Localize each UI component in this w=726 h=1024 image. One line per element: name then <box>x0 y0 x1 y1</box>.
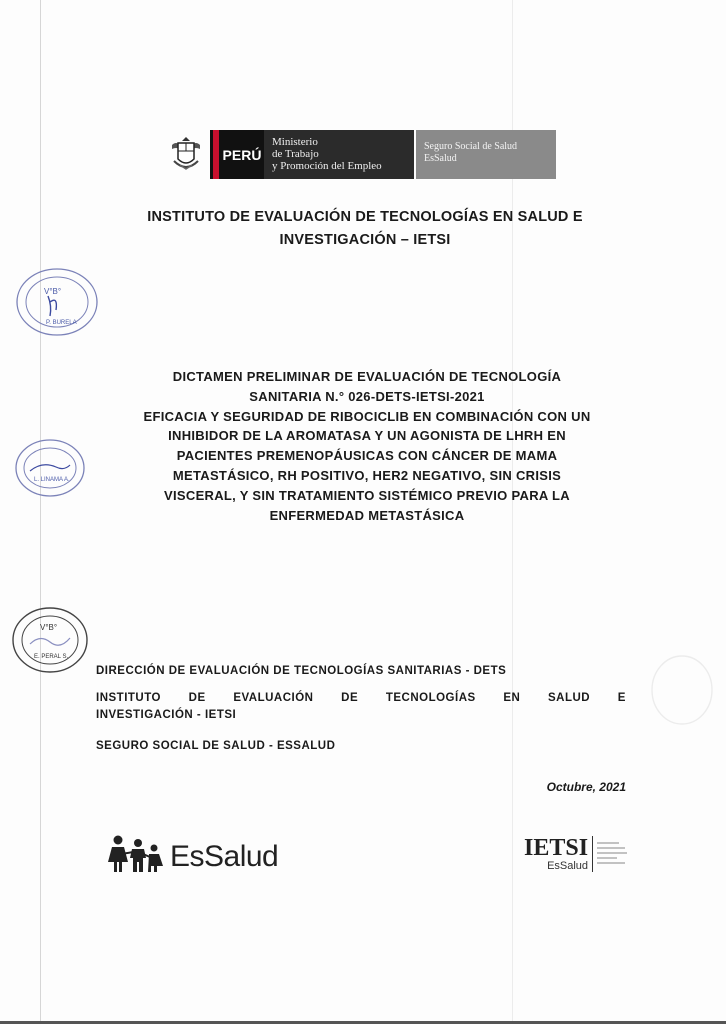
ietsi-logo-sub: EsSalud <box>547 860 589 872</box>
scan-fold-line <box>40 0 41 1024</box>
word: INSTITUTO <box>96 692 161 704</box>
institute-title <box>90 206 640 252</box>
word: TECNOLOGÍAS <box>385 692 476 704</box>
peru-brand-box <box>210 130 264 179</box>
document-date: Octubre, 2021 <box>546 780 626 794</box>
dictamen-title <box>92 367 642 525</box>
essalud-line: Seguro Social de Salud <box>424 141 518 152</box>
approval-stamp <box>14 266 100 343</box>
government-logo-bar <box>166 130 556 179</box>
stamp-text: E. PERAL S. <box>34 654 69 660</box>
dictamen-line: SANITARIA N.° 026-DETS-IETSI-2021 <box>249 388 485 404</box>
stamp-text: V°B° <box>40 623 58 632</box>
dictamen-line: METASTÁSICO, RH POSITIVO, HER2 NEGATIVO, SIN CRISIS <box>172 467 562 483</box>
ietsi-name-line1 <box>96 690 626 707</box>
word: DE <box>188 692 206 704</box>
word: E <box>617 692 626 704</box>
ministry-line: Ministerio <box>272 136 318 148</box>
peru-red-stripe <box>213 130 219 179</box>
dictamen-line: VISCERAL, Y SIN TRATAMIENTO SISTÉMICO PREVIO PARA LA <box>164 487 570 503</box>
essalud-footer-logo <box>108 834 278 879</box>
ietsi-name <box>96 690 626 724</box>
dictamen-line: EFICACIA Y SEGURIDAD DE RIBOCICLIB EN COMBINACIÓN CON UN <box>143 408 591 424</box>
essalud-name: SEGURO SOCIAL DE SALUD - ESSALUD <box>96 740 336 752</box>
dets-name: DIRECCIÓN DE EVALUACIÓN DE TECNOLOGÍAS SANITARIAS - DETS <box>96 665 507 677</box>
approval-stamp <box>12 437 88 504</box>
dictamen-line: ENFERMEDAD METASTÁSICA <box>269 507 465 523</box>
ministry-block <box>264 130 414 179</box>
word: DE <box>341 692 359 704</box>
essalud-block <box>416 130 556 179</box>
essalud-logo-text: EsSalud <box>170 839 279 873</box>
stamp-text: L. LINAMA A. <box>34 477 70 483</box>
word: EN <box>503 692 521 704</box>
faded-stamp <box>644 652 714 733</box>
dictamen-line: DICTAMEN PRELIMINAR DE EVALUACIÓN DE TECNOLOGÍA <box>172 369 562 384</box>
peru-coat-of-arms-icon <box>166 130 206 179</box>
ietsi-logo-word: IETSI <box>524 835 589 861</box>
peru-label: PERÚ <box>222 146 262 163</box>
dictamen-line: INHIBIDOR DE LA AROMATASA Y UN AGONISTA DE LHRH EN <box>168 428 566 444</box>
dictamen-line: PACIENTES PREMENOPÁUSICAS CON CÁNCER DE MAMA <box>176 448 558 464</box>
ietsi-logo-small-text <box>597 840 631 869</box>
stamp-text: V°B° <box>44 287 62 296</box>
institute-title-line: INVESTIGACIÓN – IETSI <box>279 232 451 248</box>
word: EVALUACIÓN <box>233 692 314 704</box>
stamp-text: P. BURELA <box>46 320 77 326</box>
ietsi-logo-main <box>524 836 593 872</box>
family-figures-icon <box>108 834 166 879</box>
essalud-line: EsSalud <box>424 153 457 164</box>
ietsi-name-line2: INVESTIGACIÓN - IETSI <box>96 709 237 721</box>
word: SALUD <box>548 692 591 704</box>
approval-stamp <box>10 604 90 681</box>
ministry-line: y Promoción del Empleo <box>272 160 382 172</box>
ietsi-footer-logo <box>524 836 631 872</box>
ministry-line: de Trabajo <box>272 148 319 160</box>
institute-title-line: INSTITUTO DE EVALUACIÓN DE TECNOLOGÍAS EN SALUD E <box>147 209 583 225</box>
